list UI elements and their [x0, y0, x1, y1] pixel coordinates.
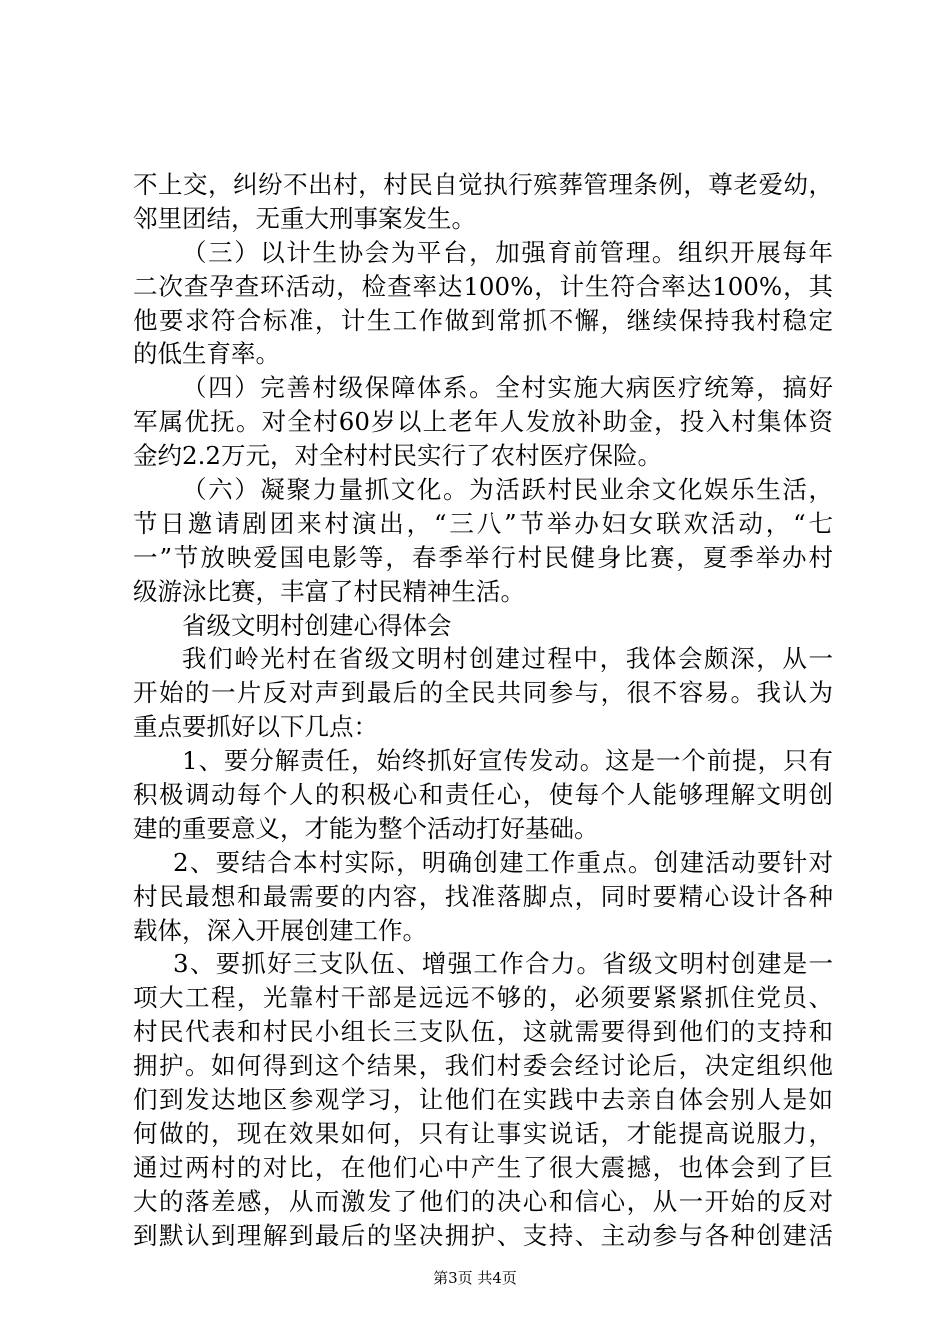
text-line: 他要求符合标准，计生工作做到常抓不懈，继续保持我村稳定: [133, 305, 833, 335]
text-line: 载体，深入开展创建工作。: [133, 915, 427, 945]
text-line: 项大工程，光靠村干部是远远不够的，必须要紧紧抓住党员、: [133, 983, 833, 1013]
text-line: 到默认到理解到最后的坚决拥护、支持、主动参与各种创建活: [133, 1220, 833, 1250]
text-line: 大的落差感，从而激发了他们的决心和信心，从一开始的反对: [133, 1186, 833, 1216]
text-line: 2、要结合本村实际，明确创建工作重点。创建活动要针对: [173, 847, 833, 877]
text-line: （三）以计生协会为平台，加强育前管理。组织开展每年: [182, 237, 833, 267]
text-line: 我们岭光村在省级文明村创建过程中，我体会颇深，从一: [182, 644, 833, 674]
text-line: （四）完善村级保障体系。全村实施大病医疗统筹，搞好: [182, 373, 833, 403]
page-number-footer: 第3页 共4页: [433, 1269, 517, 1287]
text-line: 拥护。如何得到这个结果，我们村委会经讨论后，决定组织他: [133, 1051, 833, 1081]
text-line: 金约2.2万元，对全村村民实行了农村医疗保险。: [133, 441, 662, 471]
text-line: 积极调动每个人的积极心和责任心，使每个人能够理解文明创: [133, 780, 833, 810]
text-line: （六）凝聚力量抓文化。为活跃村民业余文化娱乐生活，: [182, 475, 833, 505]
text-line: 邻里团结，无重大刑事案发生。: [133, 203, 476, 233]
text-line: 们到发达地区参观学习，让他们在实践中去亲自体会别人是如: [133, 1085, 833, 1115]
text-line: 开始的一片反对声到最后的全民共同参与，很不容易。我认为: [133, 678, 833, 708]
text-line: 村民代表和村民小组长三支队伍，这就需要得到他们的支持和: [133, 1017, 833, 1047]
text-line: 级游泳比赛，丰富了村民精神生活。: [133, 576, 525, 606]
text-line: 重点要抓好以下几点：: [133, 712, 378, 742]
text-line: 1、要分解责任，始终抓好宣传发动。这是一个前提，只有: [182, 746, 833, 776]
text-line: 的低生育率。: [133, 339, 280, 369]
body-text: [133, 168, 833, 1253]
text-line: 不上交，纠纷不出村，村民自觉执行殡葬管理条例，尊老爱幼，: [133, 170, 833, 199]
text-line: 军属优抚。对全村60岁以上老年人发放补助金，投入村集体资: [133, 407, 833, 437]
text-line: 一”节放映爱国电影等，春季举行村民健身比赛，夏季举办村: [133, 542, 833, 572]
text-line: 村民最想和最需要的内容，找准落脚点，同时要精心设计各种: [133, 881, 833, 911]
text-line: 建的重要意义，才能为整个活动打好基础。: [133, 813, 599, 843]
text-line: 节日邀请剧团来村演出，“三八”节举办妇女联欢活动，“七: [133, 508, 833, 538]
text-line: 3、要抓好三支队伍、增强工作合力。省级文明村创建是一: [173, 949, 833, 979]
text-line: 何做的，现在效果如何，只有让事实说话，才能提高说服力，: [133, 1118, 833, 1148]
section-heading: 省级文明村创建心得体会: [182, 610, 452, 640]
text-line: 二次查孕查环活动，检查率达100%，计生符合率达100%，其: [133, 271, 833, 301]
text-line: 通过两村的对比，在他们心中产生了很大震撼，也体会到了巨: [133, 1152, 833, 1182]
